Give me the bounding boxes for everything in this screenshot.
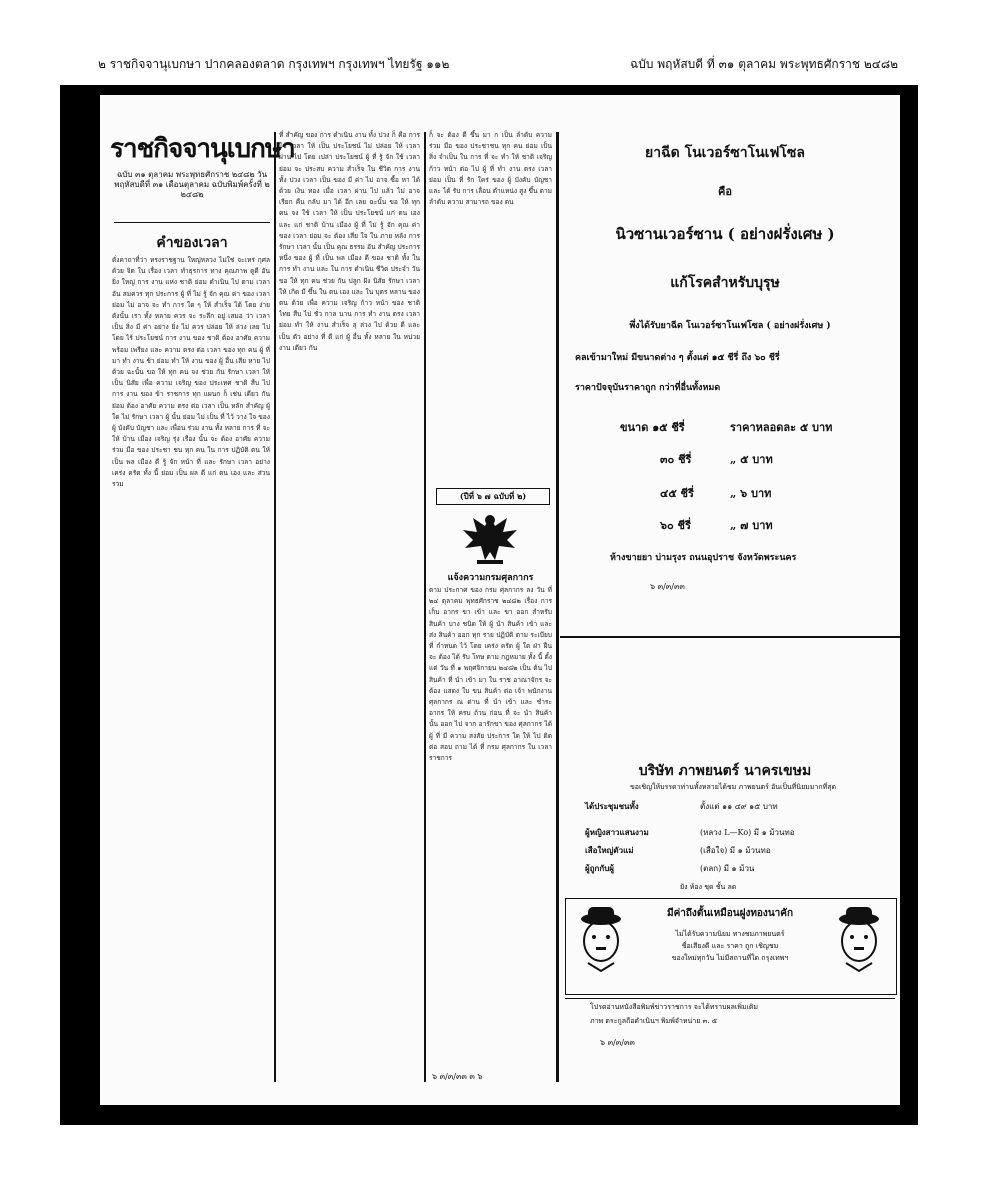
- running-head-right: ฉบับ พฤหัสบดี ที่ ๓๑ ตุลาคม พระพุทธศักราช ๒๔๘๒: [630, 57, 898, 71]
- column-divider: [424, 132, 426, 1082]
- cinema-footer-1: โปรดอ่านหนังสือพิมพ์ข่าวราชการ จะได้ทราบผลเพิ่มเติม: [590, 1003, 759, 1011]
- program-value: ตั้งแต่ ๑๑ ๔๙ ๑๕ บาท: [700, 802, 778, 811]
- ad-product-alt-name: นิวซานเวอร์ซาน ( อย่างฝรั่งเศษ ): [615, 225, 835, 243]
- cinema-intro: ขอเชิญให้บรรดาท่านทั้งหลายได้ชม ภาพยนตร์ อันเป็นที่นิยมมากที่สุด: [629, 783, 837, 791]
- comedian-face-right-icon: [830, 905, 888, 975]
- notice-title: แจ้งความกรมศุลกากร: [447, 573, 534, 583]
- ad-product-name: ยาฉีด โนเวอร์ซาโนเฟโซล: [645, 145, 805, 161]
- ad-separator: [560, 636, 900, 638]
- article-body-col3-top: ก็ จะ ต้อง ดี ขึ้น มา ก เป็น ลำดับ ความ ร่วม มือ ของ ประชาชน ทุก คน ย่อม เป็น สิ่ง จำเป็น ใน การ ที่ จะ ทำ ให้ ชาติ เจริญ ก้าว หน้า ต่อ ไป ผู้ ที่ ทำ งาน ตรง เวลา ย่อม เป็น ที่ รัก ใคร่ ของ ผู้ บังคับ บัญชา และ ได้ รับ การ เลื่อน ตำแหน่ง สูง ขึ้น ตาม ลำดับ ความ สามารถ ของ ตน: [429, 131, 552, 207]
- ad-arrival: พึ่งได้รับยาฉีด โนเวอร์ซาโนเฟโซล ( อย่างฝรั่งเศษ ): [629, 321, 831, 331]
- masthead-title: ราชกิจจานุเบกษา: [110, 134, 295, 164]
- program-label: ผู้ถูกกับผู้: [585, 863, 614, 873]
- garuda-emblem-icon: [455, 508, 525, 568]
- program-value: (เสือใจ) มี ๑ ม้วนทอ: [700, 846, 771, 855]
- program-label: เสือใหญ่ตัวแม่: [585, 845, 634, 855]
- column-divider: [274, 132, 276, 1082]
- column-divider: [556, 132, 559, 1082]
- comedian-face-left-icon: [572, 905, 630, 975]
- cinema-footer-2: ภาพ ตระกูลถือดำเนินฯ พิมพ์จำหน่าย ๓. ๕: [590, 1017, 718, 1025]
- ad-sizes: คลเข้ามาใหม่ มีขนาดต่าง ๆ ตั้งแต่ ๑๕ ชีรี่ ถึง ๖๐ ชีรี่: [575, 353, 780, 363]
- price-row-price: „ ๕ บาท: [730, 453, 773, 466]
- footer-rule: [565, 998, 895, 999]
- banner-line: ชื่อเสียงดี และ ราคา ถูก เชิญชม: [681, 942, 779, 950]
- price-row-price: „ ๗ บาท: [730, 519, 773, 532]
- price-row-size: ๔๕ ชีรี่: [660, 487, 694, 500]
- masthead-rule: [114, 222, 270, 223]
- ad-signature: ๖ ๓/๓/๓๓: [650, 582, 685, 591]
- price-row-size: ขนาด ๑๕ ชีรี่: [620, 421, 685, 434]
- cinema-banner-title: มีค่าถึงตั้นเหมือนฝูงทองนาคัก: [666, 908, 794, 919]
- article-body-col2: ที่ สำคัญ ของ การ ดำเนิน งาน ทั้ง ปวง ก็ คือ การ ใช้ เวลา ให้ เป็น ประโยชน์ ไม่ ปล่อย ให้ เวลา ผ่าน ไป โดย เปล่า ประโยชน์ ผู้ ที่ รู้ จัก ใช้ เวลา ย่อม จะ ประสบ ความ สำเร็จ ใน ชีวิต การ งาน ทั้ง ปวง เวลา เป็น ของ มี ค่า ไม่ อาจ ซื้อ หา ได้ ด้วย เงิน ทอง เมื่อ เวลา ผ่าน ไป แล้ว ไม่ อาจ เรียก คืน กลับ มา ได้ อีก เลย ฉะนั้น ขอ ให้ ทุก คน จง ใช้ เวลา ให้ เป็น ประโยชน์ แก่ ตน เอง และ แก่ ชาติ บ้าน เมือง ผู้ ที่ ไม่ รู้ จัก คุณ ค่า ของ เวลา ย่อม จะ ต้อง เสีย ใจ ใน ภาย หลัง การ รักษา เวลา นั้น เป็น คุณ ธรรม อัน สำคัญ ประการ หนึ่ง ของ ผู้ ที่ เป็น พล เมือง ดี ของ ชาติ ทั้ง ใน การ ทำ งาน และ ใน การ ดำเนิน ชีวิต ประจำ วัน ขอ ให้ ทุก คน ช่วย กัน ปลูก ฝัง นิสัย รักษา เวลา ให้ เกิด มี ขึ้น ใน ตน เอง และ ใน บุตร หลาน ของ ตน ด้วย เพื่อ ความ เจริญ ก้าว หน้า ของ ชาติ ไทย สืบ ไป ชั่ว กาล นาน การ ทำ งาน ตรง เวลา ย่อม ทำ ให้ งาน สำเร็จ ลุ ล่วง ไป ด้วย ดี และ เป็น ตัว อย่าง ที่ ดี แก่ ผู้ อื่น ทั้ง หลาย ใน หน่วย งาน เดียว กัน: [279, 131, 420, 352]
- article-heading: คำของเวลา: [156, 235, 228, 251]
- ad-seller: ห้างขายยา บ่ามรุงร ถนนอุปราช จังหวัดพระนคร: [610, 553, 797, 563]
- notice-body: ตาม ประกาศ ของ กรม ศุลกากร ลง วัน ที่ ๒๔ ตุลาคม พุทธศักราช ๒๔๘๒ เรื่อง การ เก็บ อากร ขา เข้า และ ขา ออก สำหรับ สินค้า บาง ชนิด ให้ ผู้ นำ สินค้า เข้า และ ส่ง สินค้า ออก ทุก ราย ปฏิบัติ ตาม ระเบียบ ที่ กำหนด ไว้ โดย เคร่ง ครัด ผู้ ใด ฝ่า ฝืน จะ ต้อง ได้ รับ โทษ ตาม กฎหมาย ทั้ง นี้ ตั้ง แต่ วัน ที่ ๑ พฤศจิกายน ๒๔๘๒ เป็น ต้น ไป สินค้า ที่ นำ เข้า มา ใน ราช อาณาจักร จะ ต้อง แสดง ใบ ขน สินค้า ต่อ เจ้า พนักงาน ศุลกากร ณ ด่าน ที่ นำ เข้า และ ชำระ อากร ให้ ครบ ถ้วน ก่อน ที่ จะ นำ สินค้า นั้น ออก ไป จาก อารักขา ของ ศุลกากร ได้ ผู้ ที่ มี ความ สงสัย ประการ ใด ให้ ไป ติด ต่อ สอบ ถาม ได้ ที่ กรม ศุลกากร ใน เวลา ราชการ: [429, 586, 552, 763]
- cinema-signature: ๖ ๓/๓/๓๓: [600, 1038, 635, 1047]
- cinema-title: บริษัท ภาพยนตร์ นาครเขษม: [638, 763, 812, 779]
- notice-signature: ๖ ๓/๓/๓๓ ๓ ๖: [432, 1072, 483, 1081]
- banner-line: ของใหม่ทุกวัน ไม่มีสถานที่ใด กรุงเทพฯ: [671, 954, 789, 962]
- ad-connector: คือ: [718, 185, 732, 198]
- price-row-size: ๓๐ ชีรี่: [660, 453, 692, 466]
- program-label: ได้ประชุมชนทั้ง: [585, 801, 639, 811]
- issue-note-box: (ปีที่ ๖ ๗ ฉบับที่ ๒): [436, 488, 550, 505]
- running-head-left: ๒ ราชกิจจานุเบกษา ปากคลองตลาด กรุงเทพฯ กรุงเทพฯ ไทยรัฐ ๑๑๒: [98, 57, 450, 71]
- banner-line: ไม่ได้รับความนิยม ทางชมภาพยนตร์: [675, 930, 785, 938]
- price-row-size: ๖๐ ชีรี่: [660, 519, 691, 532]
- article-body-col1: ดั่งคาถาที่ว่า ทรงราชฐาน ใหญ่หลวง ไม่ใช่ จะเหร่ กุศล ด้วย จิต ใน เรื่อง เวลา ทำธุรการ ทาง คุณภาพ ดูดี อันยิ่ง ใหญ่ การ งาน แห่ง ชาติ ย่อม ดำเนิน ไป ตาม เวลา อัน สมควร ทุก ประการ ผู้ ที่ ไม่ รู้ จัก คุณ ค่า ของ เวลา ย่อม ไม่ อาจ จะ ทำ การ ใด ๆ ให้ สำเร็จ ได้ โดย ง่าย ดังนั้น เรา ทั้ง หลาย ควร จะ ระลึก อยู่ เสมอ ว่า เวลา เป็น สิ่ง มี ค่า อย่าง ยิ่ง ไม่ ควร ปล่อย ให้ ล่วง เลย ไป โดย ไร้ ประโยชน์ การ งาน ของ ชาติ ต้อง อาศัย ความ พร้อม เพรียง และ ความ ตรง ต่อ เวลา ของ ทุก คน ผู้ ที่ มา ทำ งาน ช้า ย่อม ทำ ให้ งาน ของ ผู้ อื่น เสีย หาย ไป ด้วย ฉะนั้น ขอ ให้ ทุก คน จง ช่วย กัน รักษา เวลา ให้ เป็น นิสัย เพื่อ ความ เจริญ ของ ประเทศ ชาติ สืบ ไป การ งาน ของ ข้า ราชการ ทุก แผนก ก็ เช่น เดียว กัน ย่อม ต้อง อาศัย ความ ตรง ต่อ เวลา เป็น หลัก สำคัญ ผู้ ใด ไม่ รักษา เวลา ผู้ นั้น ย่อม ไม่ เป็น ที่ ไว้ วาง ใจ ของ ผู้ บังคับ บัญชา และ เพื่อน ร่วม งาน ทั้ง หลาย การ ที่ จะ ให้ บ้าน เมือง เจริญ รุ่ง เรือง นั้น จะ ต้อง อาศัย ความ ร่วม มือ ของ ประชา ชน ทุก คน ใน การ ปฏิบัติ ตน ให้ เป็น พล เมือง ดี รู้ จัก หน้า ที่ และ รักษา เวลา อย่าง เคร่ง ครัด ทั้ง นี้ ย่อม เป็น ผล ดี แก่ ตน เอง และ ส่วน รวม: [112, 256, 270, 489]
- ad-usage: แก้โรคสำหรับบุรุษ: [670, 275, 780, 291]
- price-row-price: ราคาหลอดละ ๕ บาท: [730, 421, 833, 434]
- masthead-subtitle: ฉบับ ๓๑ ตุลาคม พระพุทธศักราช ๒๔๘๒ วันพฤหัสบดีที่ ๓๑ เดือนตุลาคม ฉบับพิมพ์ครั้งที่ ๒ ๒๔๘๒: [114, 170, 270, 199]
- cinema-banner-lines: [632, 928, 828, 964]
- running-head: [98, 55, 898, 77]
- program-value: (หลวง L—Ko) มี ๑ ม้วนทอ: [700, 828, 795, 837]
- ad-price-note: ราคาปัจจุบันราคาถูก กว่าที่อื่นทั้งหมด: [575, 383, 721, 393]
- cinema-note: ยัง ห้อง ชุด ชั้น ลด: [680, 883, 737, 891]
- price-row-price: „ ๖ บาท: [730, 487, 772, 500]
- program-label: ผู้หญิงสาวแสนงาม: [585, 827, 649, 837]
- program-value: (ตลก) มี ๑ ม้วน: [700, 864, 755, 873]
